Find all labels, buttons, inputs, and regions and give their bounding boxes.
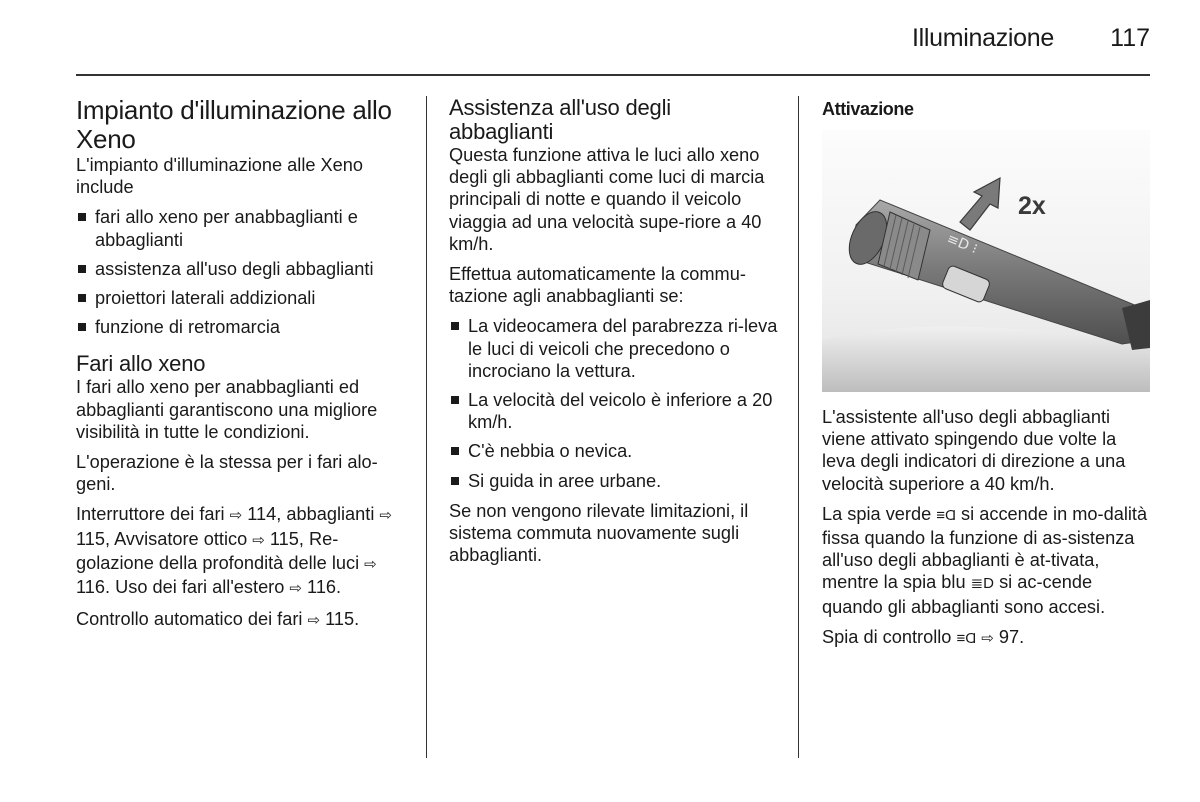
page-ref-arrow-icon: ⇨ bbox=[981, 629, 994, 647]
column-1 bbox=[76, 96, 412, 640]
high-beam-assist-indicator-icon: ≡Ɑ bbox=[936, 506, 956, 524]
column-divider-2 bbox=[798, 96, 799, 758]
condition-list bbox=[449, 315, 779, 491]
bullet-square-icon bbox=[78, 213, 86, 221]
paragraph: Effettua automaticamente la commu-tazione agli anabbaglianti se: bbox=[449, 264, 746, 307]
paragraph: Questa funzione attiva le luci allo xeno degli gli abbaglianti come luci di marcia principali di notte e quando il veicolo viaggia ad una velocità supe-riore a 40 km/h. bbox=[449, 145, 765, 254]
page-ref-arrow-icon: ⇨ bbox=[364, 555, 377, 573]
list-item: assistenza all'uso degli abbaglianti bbox=[76, 258, 412, 280]
list-item: proiettori laterali addizionali bbox=[76, 287, 412, 309]
paragraph: Se non vengono rilevate limitazioni, il sistema commuta nuovamente sugli abbaglianti. bbox=[449, 500, 749, 566]
page-ref-arrow-icon: ⇨ bbox=[252, 531, 265, 549]
header-divider bbox=[76, 74, 1150, 76]
high-beam-indicator-icon: ≣D bbox=[970, 575, 995, 593]
bullet-square-icon bbox=[451, 396, 459, 404]
bullet-square-icon bbox=[451, 447, 459, 455]
push-twice-label: 2x bbox=[1018, 192, 1046, 220]
section-heading-activation: Attivazione bbox=[822, 99, 914, 119]
sub-heading-xenon-lights: Fari allo xeno bbox=[76, 351, 206, 377]
list-item: La velocità del veicolo è inferiore a 20 km/h. bbox=[449, 389, 779, 433]
page-ref-arrow-icon: ⇨ bbox=[289, 580, 302, 598]
column-divider-1 bbox=[426, 96, 427, 758]
paragraph: L'operazione è la stessa per i fari alo-geni. bbox=[76, 452, 378, 495]
svg-text:≡D ⁝: ≡D ⁝ bbox=[944, 230, 980, 258]
paragraph: I fari allo xeno per anabbaglianti ed abbaglianti garantiscono una migliore visibilità in tutte le condizioni. bbox=[76, 377, 378, 442]
page-ref-arrow-icon: ⇨ bbox=[229, 507, 243, 525]
chapter-title: Illuminazione bbox=[911, 24, 1054, 52]
turn-signal-lever-illustration bbox=[822, 130, 1150, 392]
page-ref-arrow-icon: ⇨ bbox=[307, 612, 321, 630]
cross-reference-paragraph: Controllo automatico dei fari ⇨ 115. bbox=[76, 609, 360, 630]
bullet-square-icon bbox=[78, 323, 86, 331]
list-item: C'è nebbia o nevica. bbox=[449, 440, 779, 462]
list-item: fari allo xeno per anabbaglianti e abbaglianti bbox=[76, 206, 412, 250]
bullet-square-icon bbox=[78, 265, 86, 273]
section-heading-high-beam-assist: Assistenza all'uso degli abbaglianti bbox=[449, 95, 671, 144]
column-2 bbox=[449, 96, 779, 574]
column-3 bbox=[822, 96, 1152, 658]
indicator-paragraph: La spia verde ≡Ɑ si accende in mo-dalità fissa quando la funzione di as-sistenza all'uso degli abbaglianti è at-tivata, mentre la spia blu ≣D si ac-cende quando gli abbaglianti sono accesi. bbox=[822, 503, 1148, 617]
list-item: La videocamera del parabrezza ri-leva le luci di veicoli che precedono o incrociano la vettura. bbox=[449, 315, 779, 382]
high-beam-assist-indicator-icon: ≡Ɑ bbox=[956, 629, 977, 647]
push-direction-arrow-icon bbox=[960, 178, 1000, 230]
bullet-square-icon bbox=[451, 477, 459, 485]
feature-list bbox=[76, 206, 412, 338]
paragraph: L'assistente all'uso degli abbaglianti viene attivato spingendo due volte la leva degli indicatori di direzione a una velocità superiore a 40 km/h. bbox=[822, 407, 1126, 494]
bullet-square-icon bbox=[451, 322, 459, 330]
intro-text: L'impianto d'illuminazione alle Xeno include bbox=[76, 155, 364, 198]
lever-illustration-graphic bbox=[822, 130, 1150, 392]
page-number: 117 bbox=[1110, 24, 1150, 52]
cross-reference-paragraph: Interruttore dei fari ⇨ 114, abbaglianti ⇨ 115, Avvisatore ottico ⇨ 115, Re-golazione della profondità delle luci ⇨ 116. Uso dei fari all'estero ⇨ 116. bbox=[76, 504, 392, 598]
list-item: Si guida in aree urbane. bbox=[449, 470, 779, 492]
cross-reference-paragraph: Spia di controllo ≡Ɑ ⇨ 97. bbox=[822, 626, 1025, 647]
section-heading-xenon: Impianto d'illuminazione allo Xeno bbox=[76, 95, 392, 154]
page-ref-arrow-icon: ⇨ bbox=[379, 507, 392, 525]
bullet-square-icon bbox=[78, 294, 86, 302]
list-item: funzione di retromarcia bbox=[76, 316, 412, 338]
